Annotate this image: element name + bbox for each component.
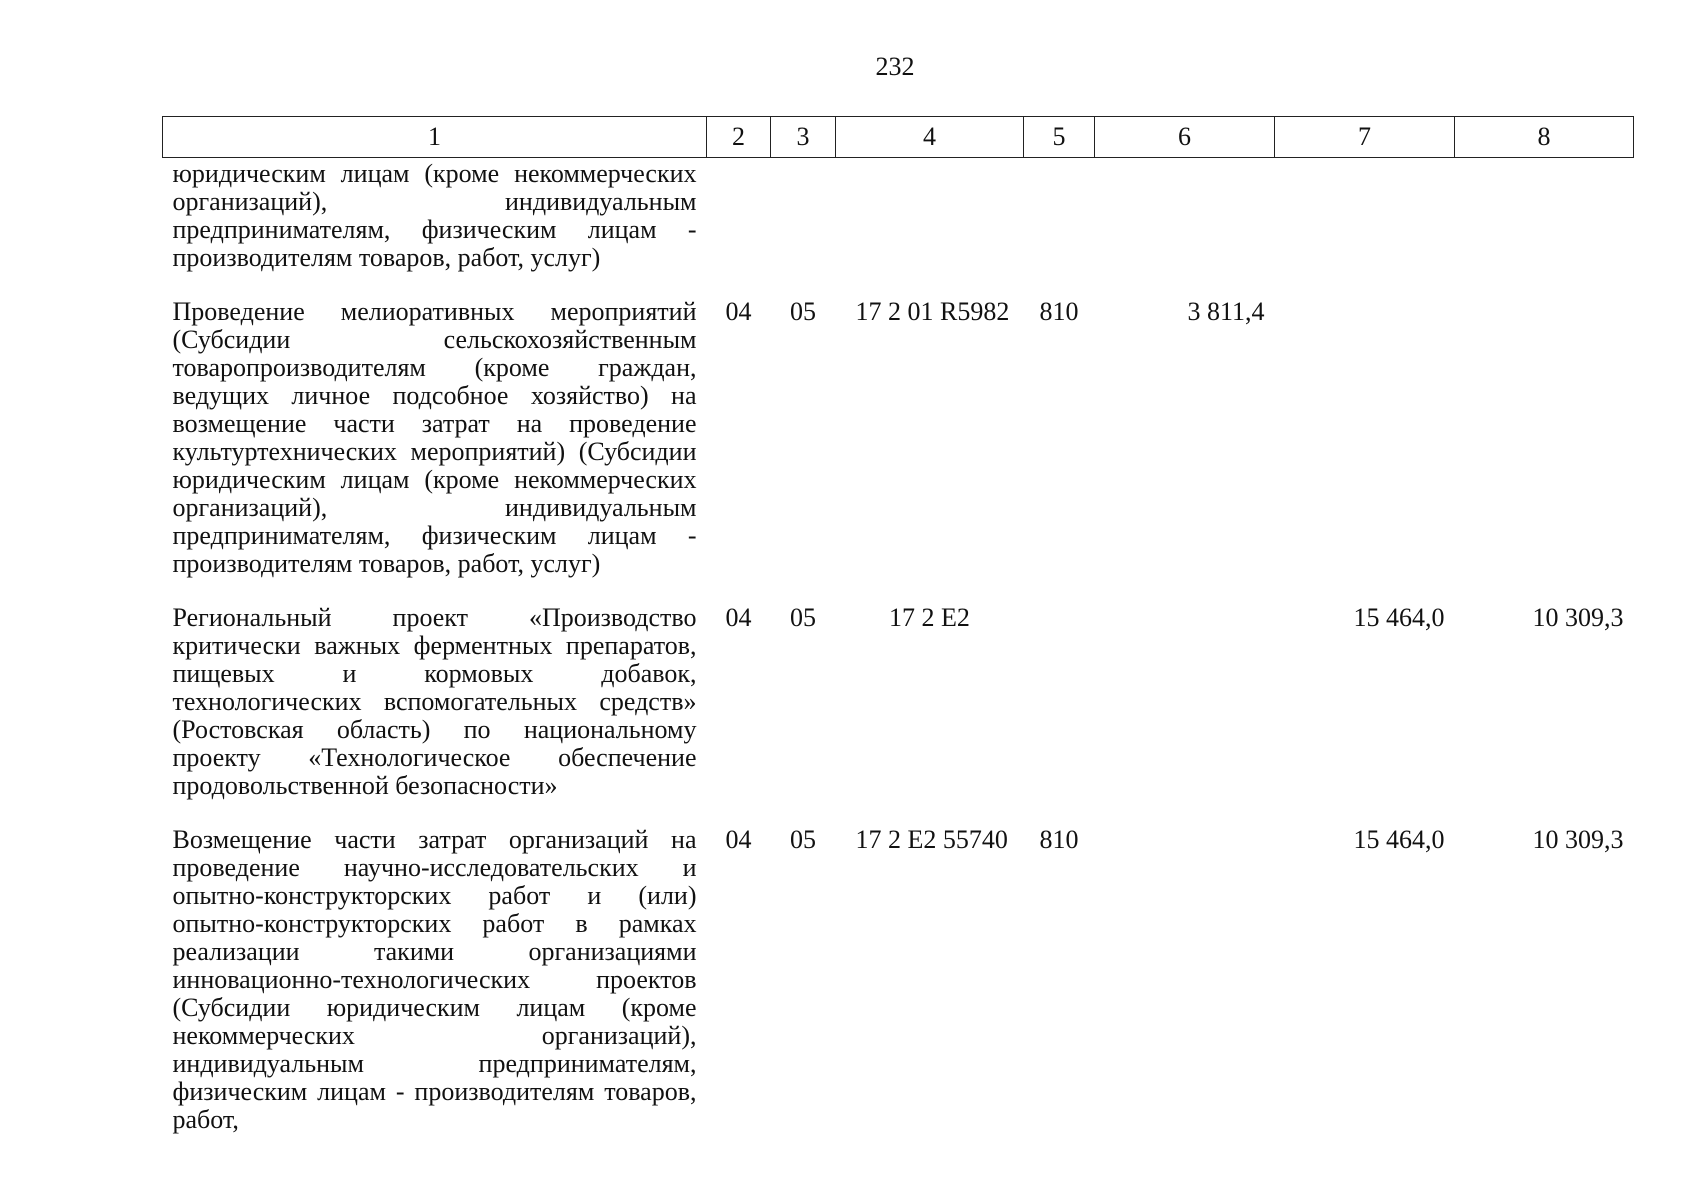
row-pr: 05 [790,825,816,854]
header-col-1: 1 [163,117,707,158]
row-rz [707,158,771,285]
table-row [163,812,1634,1146]
row-col7: 15 464,0 [1353,825,1445,854]
row-pr: 05 [790,297,816,326]
page-number: 232 [875,52,915,81]
row-vr: 810 [1039,825,1079,854]
row-col7 [1275,158,1455,285]
row-rz: 04 [725,297,752,326]
header-row [163,117,1634,158]
table-row [163,284,1634,590]
row-col6: 3 811,4 [1187,297,1265,326]
row-rz: 04 [725,603,752,632]
row-csr: 17 2 01 R5982 [855,297,1010,326]
row-pr [771,158,836,285]
row-col8 [1455,158,1634,285]
row-col6 [1095,812,1275,1146]
row-csr: 17 2 E2 55740 [855,825,1008,854]
row-vr: 810 [1039,297,1079,326]
header-col-7: 7 [1275,117,1455,158]
row-name: Региональный проект «Производство критически важных ферментных препаратов, пищевых и кормовых добавок, технологических вспомогательных средств» (Ростовская область) по национальному проекту «Технологическое обеспечение продовольственной безопасности» [172,603,697,800]
row-col7: 15 464,0 [1353,603,1445,632]
row-col6 [1095,590,1275,812]
row-col8: 10 309,3 [1532,603,1624,632]
header-col-4: 4 [836,117,1024,158]
row-pr: 05 [790,603,816,632]
row-col8 [1455,284,1634,590]
row-csr [836,158,1024,285]
row-name: Возмещение части затрат организаций на проведение научно-исследовательских и опытно-конструкторских работ и (или) опытно-конструкторских работ в рамках реализации такими организациями инновационно-технологических проектов (Субсидии юридическим лицам (кроме некоммерческих организаций), индивидуальным предпринимателям, физическим лицам - производителям товаров, работ, [172,825,697,1134]
row-rz: 04 [725,825,752,854]
row-vr [1024,158,1095,285]
table-row [163,590,1634,812]
row-col6 [1095,158,1275,285]
header-col-2: 2 [707,117,771,158]
header-col-5: 5 [1024,117,1095,158]
budget-table [162,116,1634,1146]
header-col-8: 8 [1455,117,1634,158]
row-csr: 17 2 E2 [889,603,970,632]
header-col-6: 6 [1095,117,1275,158]
row-col7 [1275,284,1455,590]
row-col8: 10 309,3 [1532,825,1624,854]
header-col-3: 3 [771,117,836,158]
row-name: Проведение мелиоративных мероприятий (Субсидии сельскохозяйственным товаропроизводителям (кроме граждан, ведущих личное подсобное хозяйство) на возмещение части затрат на проведение культуртехнических мероприятий) (Субсидии юридическим лицам (кроме некоммерческих организаций), индивидуальным предпринимателям, физическим лицам - производителям товаров, работ, услуг) [172,297,697,578]
table-row [163,158,1634,285]
row-name: юридическим лицам (кроме некоммерческих организаций), индивидуальным предпринимателям, физическим лицам - производителям товаров, работ, услуг) [172,159,697,272]
row-vr [1024,590,1095,812]
